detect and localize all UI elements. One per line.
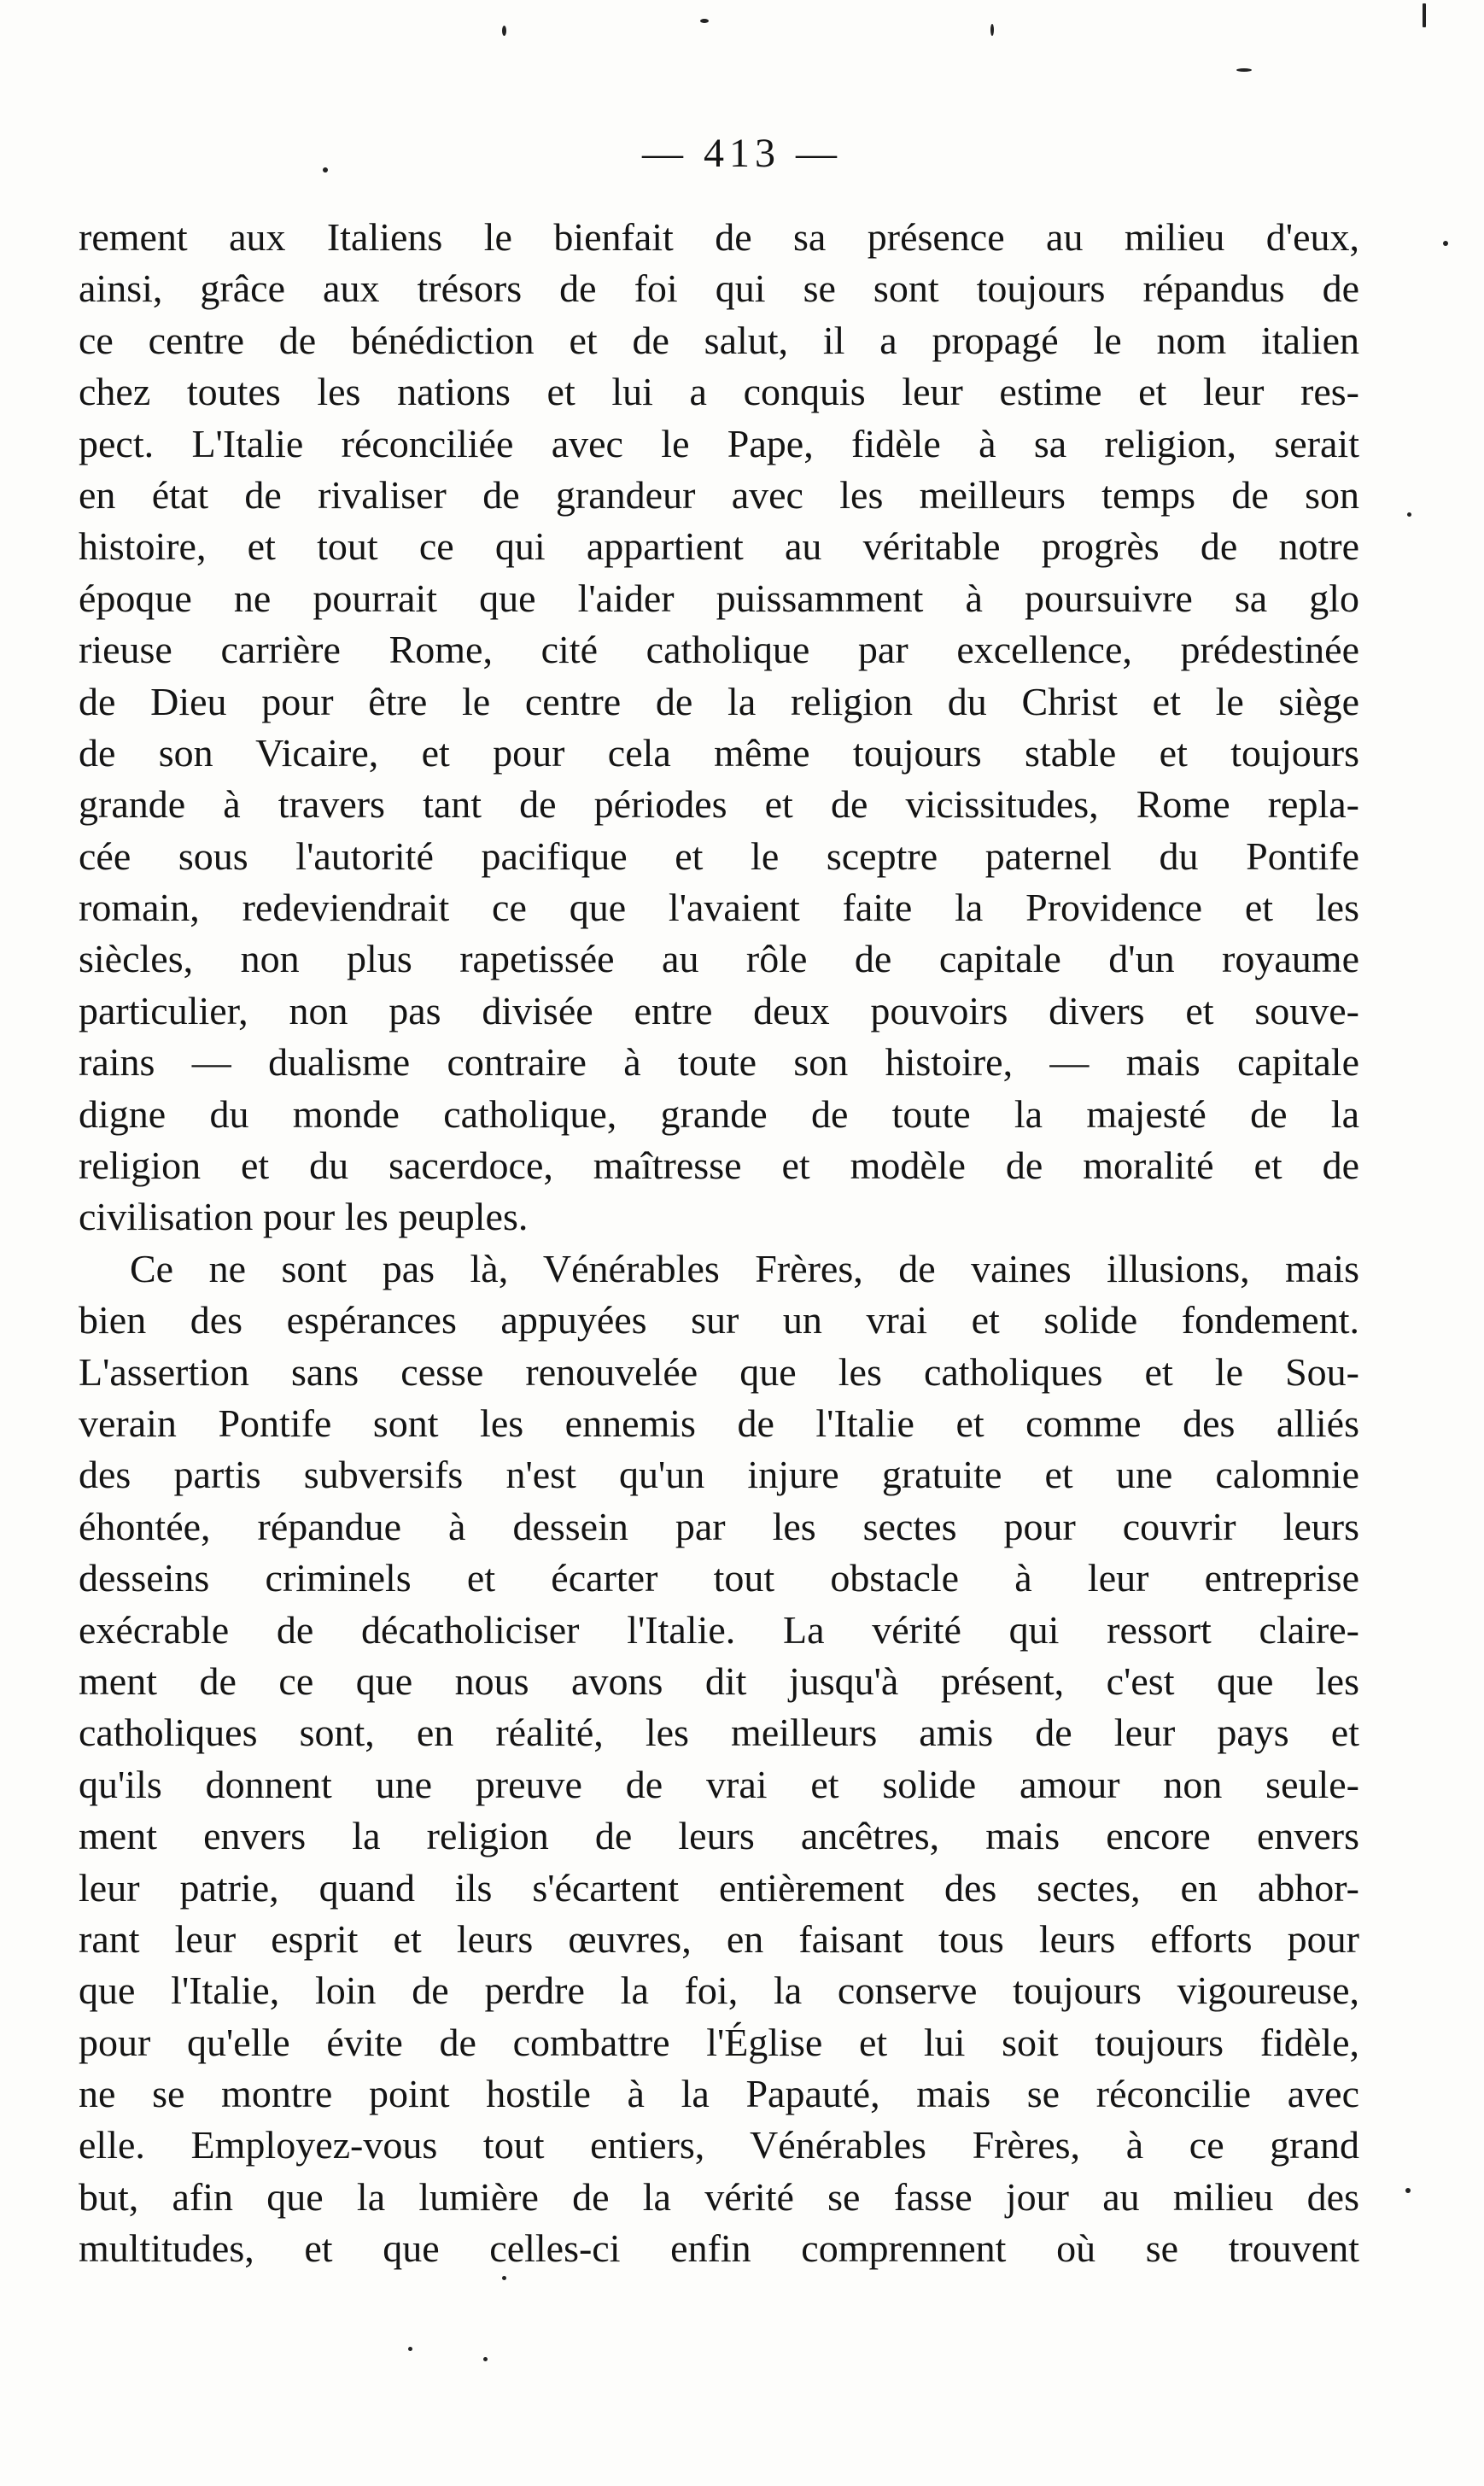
text-line: civilisation pour les peuples. — [79, 1195, 529, 1239]
text-line: ce centre de bénédiction et de salut, il a propagé le nom italien — [79, 318, 1359, 362]
text-line: chez toutes les nations et lui a conquis leur estime et leur res- — [79, 370, 1359, 414]
text-line: qu'ils donnent une preuve de vrai et solide amour non seule- — [79, 1762, 1359, 1806]
scan-speck — [323, 167, 328, 173]
scan-speck — [502, 26, 506, 36]
text-line: rant leur esprit et leurs œuvres, en faisant tous leurs efforts pour — [79, 1916, 1359, 1961]
body-text — [79, 212, 1359, 2275]
scan-speck — [1423, 3, 1426, 27]
text-line: cée sous l'autorité pacifique et le sceptre paternel du Pontife — [79, 834, 1359, 878]
text-line: rains — dualisme contraire à toute son histoire, — mais capitale — [79, 1040, 1359, 1085]
text-line: religion et du sacerdoce, maîtresse et modèle de moralité et de — [79, 1144, 1359, 1188]
text-line: verain Pontife sont les ennemis de l'Italie et comme des alliés — [79, 1401, 1359, 1445]
text-line: L'assertion sans cesse renouvelée que les catholiques et le Sou- — [79, 1349, 1359, 1394]
text-line: en état de rivaliser de grandeur avec les meilleurs temps de son — [79, 472, 1359, 517]
text-line: Ce ne sont pas là, Vénérables Frères, de vaines illusions, mais — [130, 1246, 1359, 1290]
scan-speck — [408, 2347, 412, 2351]
text-line: ne se montre point hostile à la Papauté, mais se réconcilie avec — [79, 2072, 1359, 2116]
text-line: exécrable de décatholiciser l'Italie. La vérité qui ressort claire- — [79, 1607, 1359, 1652]
text-line: romain, redeviendrait ce que l'avaient faite la Providence et les — [79, 886, 1359, 930]
text-line: grande à travers tant de périodes et de vicissitudes, Rome repla- — [79, 782, 1359, 827]
text-line: siècles, non plus rapetissée au rôle de capitale d'un royaume — [79, 937, 1359, 981]
text-line: époque ne pourrait que l'aider puissamment à poursuivre sa glo — [79, 576, 1359, 620]
text-line: desseins criminels et écarter tout obstacle à leur entreprise — [79, 1556, 1359, 1600]
text-line: éhontée, répandue à dessein par les sectes pour couvrir leurs — [79, 1504, 1359, 1548]
text-line: des partis subversifs n'est qu'un injure gratuite et une calomnie — [79, 1453, 1359, 1497]
paragraph-2 — [79, 1243, 1359, 2275]
scan-speck — [1236, 68, 1252, 72]
scan-speck — [502, 2276, 506, 2280]
text-line: elle. Employez-vous tout entiers, Vénérables Frères, à ce grand — [79, 2123, 1359, 2167]
text-line: ainsi, grâce aux trésors de foi qui se sont toujours répandus de — [79, 266, 1359, 311]
text-line: leur patrie, quand ils s'écartent entièrement des sectes, en abhor- — [79, 1865, 1359, 1910]
text-line: pour qu'elle évite de combattre l'Église et lui soit toujours fidèle, — [79, 2020, 1359, 2064]
scan-speck — [483, 2357, 488, 2361]
text-line: pect. L'Italie réconciliée avec le Pape, fidèle à sa religion, serait — [79, 421, 1359, 465]
scan-speck — [1443, 241, 1448, 246]
text-line: que l'Italie, loin de perdre la foi, la conserve toujours vigoureuse, — [79, 1968, 1359, 2013]
text-line: catholiques sont, en réalité, les meilleurs amis de leur pays et — [79, 1711, 1359, 1755]
text-line: de son Vicaire, et pour cela même toujours stable et toujours — [79, 730, 1359, 775]
text-line: rieuse carrière Rome, cité catholique par excellence, prédestinée — [79, 628, 1359, 672]
text-line: multitudes, et que celles-ci enfin comprennent où se trouvent — [79, 2226, 1359, 2271]
text-line: rement aux Italiens le bienfait de sa présence au milieu d'eux, — [79, 215, 1359, 259]
scan-speck — [1405, 2188, 1411, 2193]
scan-speck — [700, 19, 709, 23]
page-number: — 413 — — [642, 131, 842, 176]
text-line: but, afin que la lumière de la vérité se fasse jour au milieu des — [79, 2174, 1359, 2219]
scan-speck — [990, 24, 994, 36]
scan-speck — [1407, 512, 1411, 517]
text-line: ment envers la religion de leurs ancêtres, mais encore envers — [79, 1814, 1359, 1858]
text-line: digne du monde catholique, grande de toute la majesté de la — [79, 1091, 1359, 1136]
text-line: histoire, et tout ce qui appartient au véritable progrès de notre — [79, 524, 1359, 569]
paragraph-1 — [79, 212, 1359, 1243]
text-line: particulier, non pas divisée entre deux pouvoirs divers et souve- — [79, 988, 1359, 1032]
text-line: ment de ce que nous avons dit jusqu'à présent, c'est que les — [79, 1658, 1359, 1703]
text-line: de Dieu pour être le centre de la religion du Christ et le siège — [79, 679, 1359, 723]
text-line: bien des espérances appuyées sur un vrai et solide fondement. — [79, 1298, 1359, 1342]
